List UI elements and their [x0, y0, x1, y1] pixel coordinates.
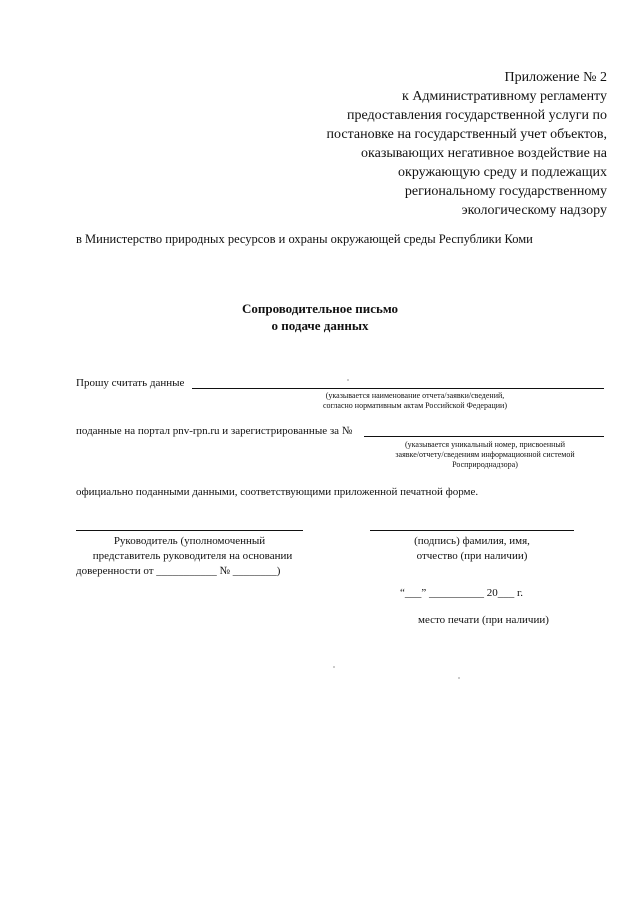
- letter-subtitle: о подаче данных: [271, 318, 369, 333]
- scan-speck: [347, 379, 349, 381]
- request-fill-line[interactable]: [192, 388, 604, 389]
- header-line: региональному государственному: [404, 184, 607, 199]
- stamp-place-label: место печати (при наличии): [418, 614, 549, 626]
- header-line: окружающую среду и подлежащих: [398, 165, 607, 180]
- signature-label: (подпись) фамилия, имя,: [414, 535, 530, 547]
- header-line: постановке на государственный учет объектов,: [326, 127, 607, 142]
- signature-name-line[interactable]: [370, 530, 574, 531]
- signature-label: отчество (при наличии): [416, 550, 528, 562]
- header-line: к Административному регламенту: [402, 89, 607, 104]
- portal-label: поданные на портал pnv-rpn.ru и зарегистрированные за №: [76, 425, 353, 437]
- header-line: предоставления государственной услуги по: [347, 108, 607, 123]
- header-line: оказывающих негативное воздействие на: [361, 146, 607, 161]
- addressee: в Министерство природных ресурсов и охраны окружающей среды Республики Коми: [76, 232, 533, 246]
- date-field[interactable]: “___” __________ 20___ г.: [400, 587, 524, 599]
- head-signature-line[interactable]: [76, 530, 303, 531]
- scan-speck: [333, 666, 335, 668]
- appendix-number: Приложение № 2: [504, 70, 607, 85]
- request-label: Прошу считать данные: [76, 377, 185, 389]
- power-of-attorney-line[interactable]: доверенности от ___________ № ________): [76, 565, 281, 577]
- official-statement: официально поданными данными, соответствующими приложенной печатной форме.: [76, 486, 479, 498]
- portal-hint: заявке/отчету/сведениям информационной системой: [395, 450, 575, 459]
- head-label: Руководитель (уполномоченный: [113, 535, 266, 547]
- portal-hint: (указывается уникальный номер, присвоенный: [404, 440, 566, 449]
- head-label: представитель руководителя на основании: [92, 550, 293, 562]
- request-hint: (указывается наименование отчета/заявки/сведений,: [325, 391, 505, 400]
- letter-title: Сопроводительное письмо: [241, 301, 399, 316]
- registration-number-line[interactable]: [364, 436, 604, 437]
- scan-speck: [458, 677, 460, 679]
- request-hint: согласно нормативным актам Российской Федерации): [323, 401, 507, 410]
- portal-hint: Росприроднадзора): [452, 460, 518, 469]
- header-line: экологическому надзору: [461, 203, 607, 218]
